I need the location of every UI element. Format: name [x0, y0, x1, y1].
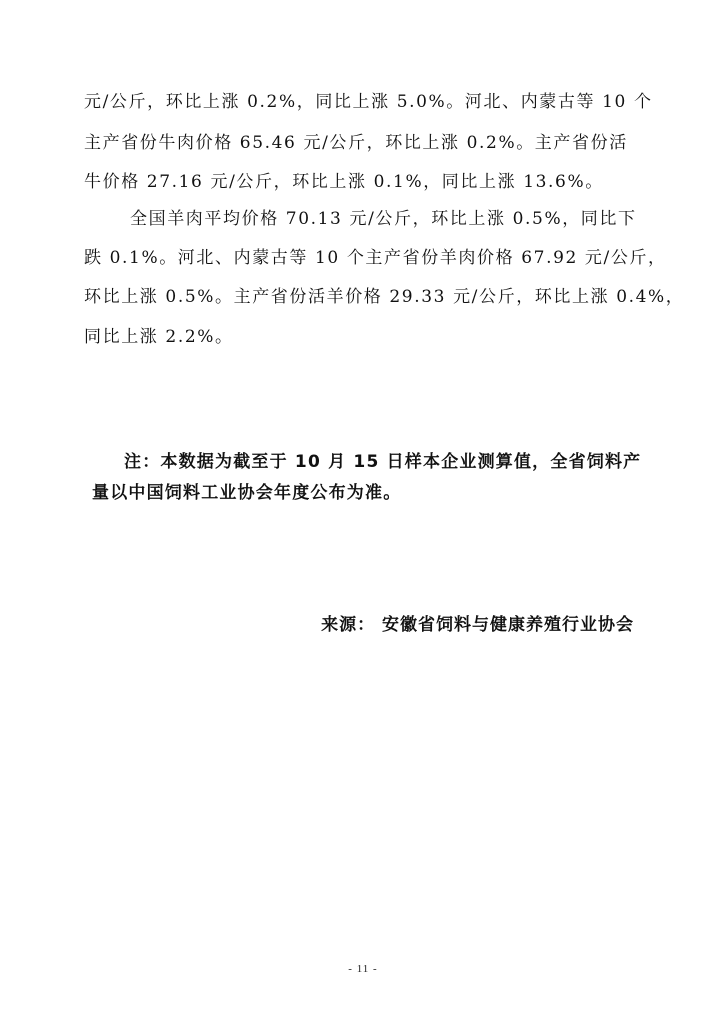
- body-paragraph2-line1: 全国羊肉平均价格 70.13 元/公斤，环比上涨 0.5%，同比下: [130, 209, 637, 229]
- note-line2: 量以中国饲料工业协会年度公布为准。: [92, 483, 402, 503]
- body-paragraph2-line4: 同比上涨 2.2%。: [84, 327, 234, 347]
- body-paragraph2-line2: 跌 0.1%。河北、内蒙古等 10 个主产省份羊肉价格 67.92 元/公斤，: [84, 248, 667, 268]
- page-number: - 11 -: [348, 963, 378, 975]
- body-paragraph1-line2: 主产省份牛肉价格 65.46 元/公斤，环比上涨 0.2%。主产省份活: [84, 133, 628, 153]
- body-paragraph1-line1: 元/公斤，环比上涨 0.2%，同比上涨 5.0%。河北、内蒙古等 10 个: [84, 92, 653, 112]
- body-paragraph1-line3: 牛价格 27.16 元/公斤，环比上涨 0.1%，同比上涨 13.6%。: [84, 172, 604, 192]
- note-line1: 注：本数据为截至于 10 月 15 日样本企业测算值，全省饲料产: [124, 452, 642, 472]
- source-attribution: 来源： 安徽省饲料与健康养殖行业协会: [321, 615, 634, 635]
- body-paragraph2-line3: 环比上涨 0.5%。主产省份活羊价格 29.33 元/公斤，环比上涨 0.4%，: [84, 287, 685, 307]
